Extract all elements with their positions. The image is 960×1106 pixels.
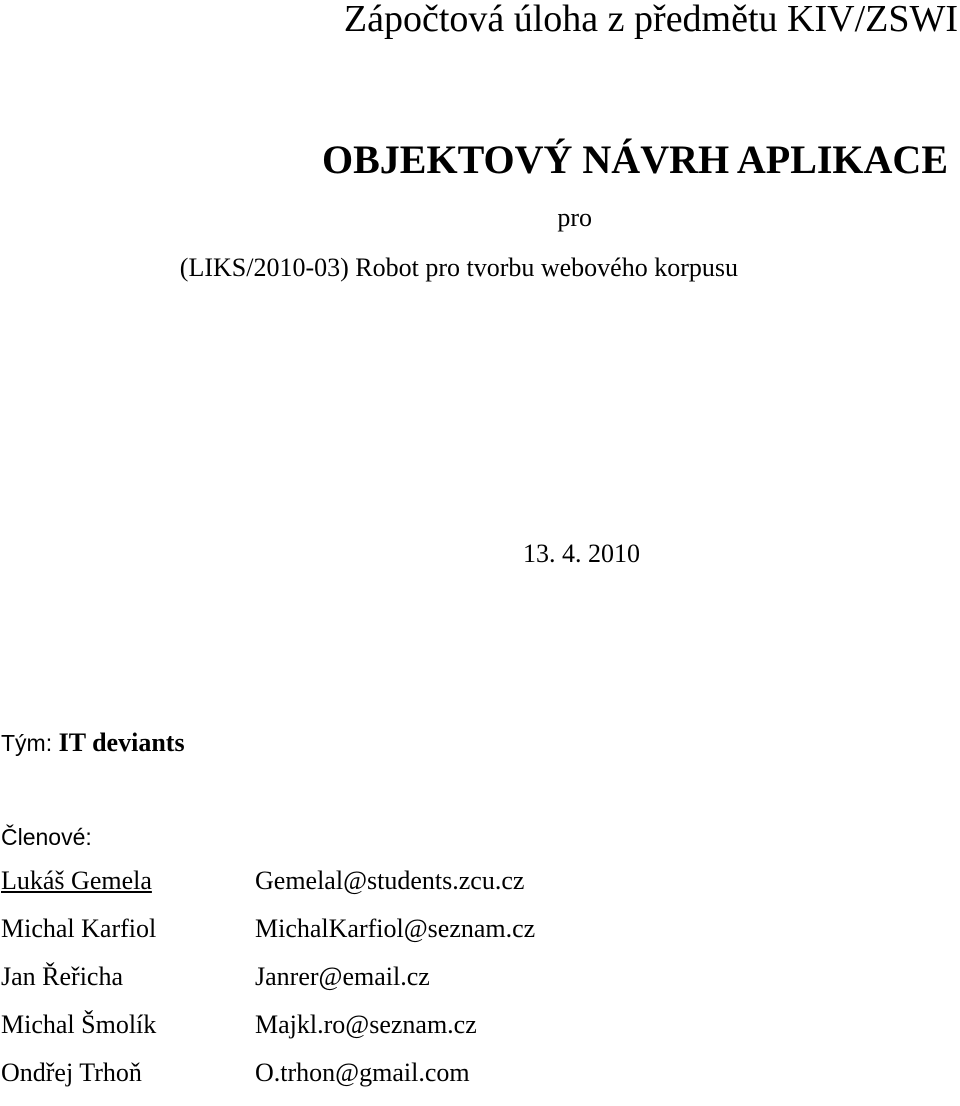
document-header: Zápočtová úloha z předmětu KIV/ZSWI (343, 0, 958, 40)
member-row (1, 1058, 621, 1106)
member-name: Lukáš Gemela (1, 866, 152, 895)
subtitle-pro: pro (557, 203, 592, 232)
team-name: IT deviants (58, 728, 185, 757)
member-row (1, 1010, 621, 1058)
members-label: Členové: (1, 824, 92, 850)
member-email: Janrer@email.cz (255, 962, 430, 991)
document-title: OBJEKTOVÝ NÁVRH APLIKACE (321, 137, 948, 182)
member-row (1, 962, 621, 1010)
member-email: Gemelal@students.zcu.cz (255, 866, 525, 895)
member-row (1, 914, 621, 962)
project-name: (LIKS/2010-03) Robot pro tvorbu webového korpusu (179, 253, 738, 282)
team-label: Tým: (1, 730, 53, 756)
member-name: Michal Karfiol (1, 914, 157, 943)
team-line (1, 730, 185, 756)
member-name: Ondřej Trhoň (1, 1058, 142, 1087)
document-date: 13. 4. 2010 (523, 539, 640, 568)
member-email: MichalKarfiol@seznam.cz (255, 914, 536, 943)
member-email: Majkl.ro@seznam.cz (255, 1010, 477, 1039)
members-table (1, 866, 621, 1106)
member-row (1, 866, 621, 914)
member-email: O.trhon@gmail.com (255, 1058, 470, 1087)
member-name: Jan Řeřicha (1, 962, 124, 991)
member-name: Michal Šmolík (1, 1010, 157, 1039)
